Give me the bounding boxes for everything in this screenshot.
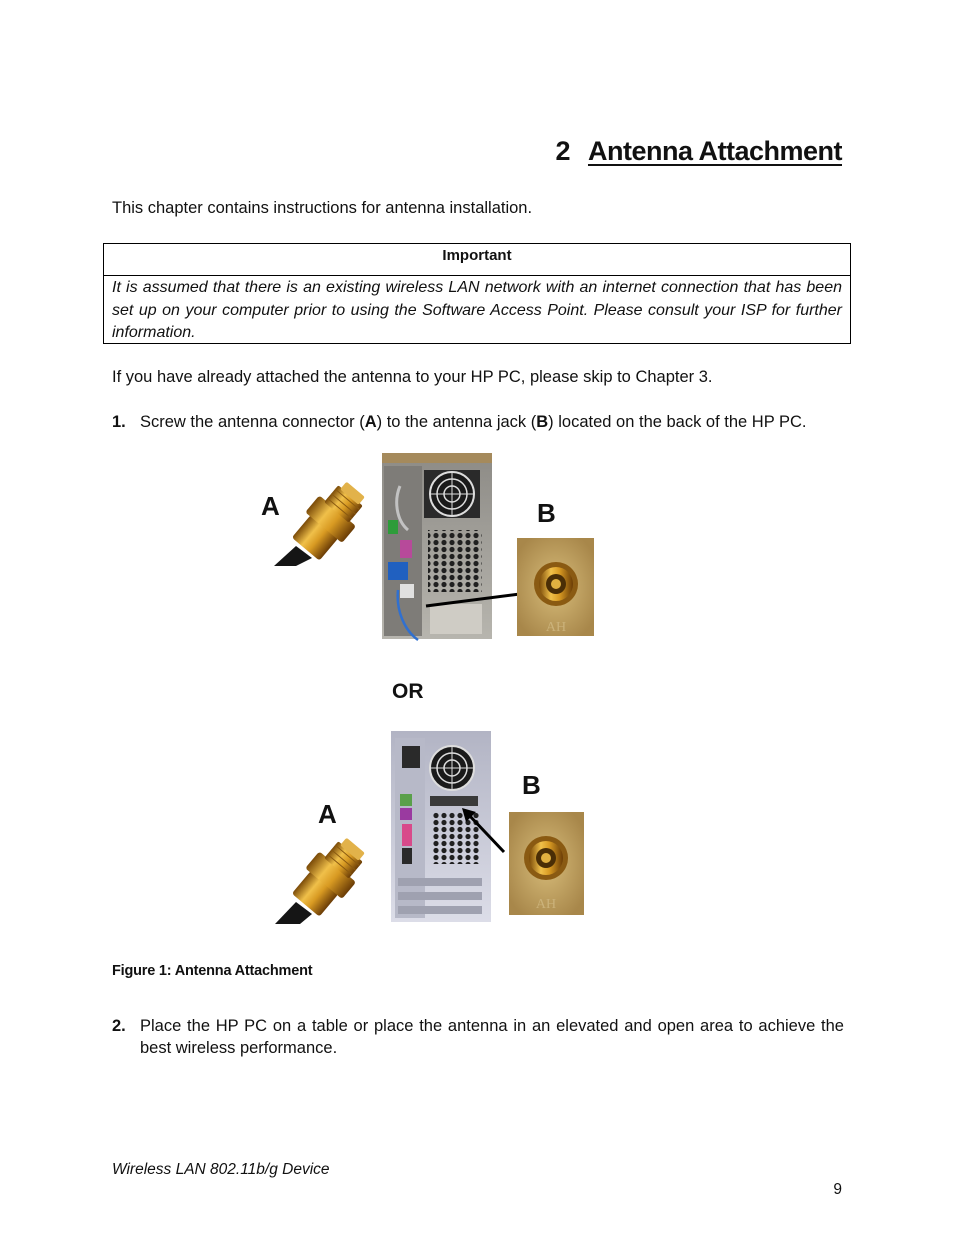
step-1-number: 1. bbox=[112, 413, 126, 431]
label-a-upper: A bbox=[261, 491, 280, 521]
footer-document-title: Wireless LAN 802.11b/g Device bbox=[112, 1161, 330, 1178]
pc-back-panel-lower bbox=[391, 731, 491, 922]
step-1-text: Screw the antenna connector (A) to the antenna jack (B) located on the back of the HP PC. bbox=[140, 413, 807, 431]
figure-caption: Figure 1: Antenna Attachment bbox=[112, 963, 313, 979]
pc-back-panel-upper bbox=[382, 453, 492, 640]
antenna-connector-a-lower bbox=[275, 830, 374, 924]
label-b-upper: B bbox=[537, 498, 556, 528]
important-text: It is assumed that there is an existing wireless LAN network with an internet connection that has been set up on your computer prior to using the Software Access Point. Please consult your ISP for further information. bbox=[112, 279, 842, 341]
step-2 bbox=[112, 1015, 844, 1059]
intro-paragraph: This chapter contains instructions for antenna installation. bbox=[112, 199, 533, 217]
step-1-ref-a: A bbox=[364, 413, 377, 431]
chapter-number: 2 bbox=[555, 136, 570, 166]
page-number: 9 bbox=[833, 1181, 842, 1198]
skip-note: If you have already attached the antenna to your HP PC, please skip to Chapter 3. bbox=[112, 368, 713, 386]
antenna-jack-b-upper bbox=[517, 538, 594, 636]
label-a-lower: A bbox=[318, 799, 337, 829]
label-b-lower: B bbox=[522, 770, 541, 800]
jack-stamp-lower: AH bbox=[535, 897, 557, 912]
antenna-connector-a-upper bbox=[274, 474, 374, 566]
important-heading: Important bbox=[104, 244, 850, 276]
antenna-jack-b-lower bbox=[509, 812, 584, 915]
jack-stamp-upper: AH bbox=[545, 620, 567, 635]
chapter-title-text: Antenna Attachment bbox=[587, 136, 842, 166]
step-1-ref-b: B bbox=[536, 413, 549, 431]
step-2-number: 2. bbox=[112, 1017, 126, 1035]
step-2-text: Place the HP PC on a table or place the antenna in an elevated and open area to achieve the best wireless performance. bbox=[140, 1017, 844, 1057]
or-label: OR bbox=[392, 680, 424, 703]
